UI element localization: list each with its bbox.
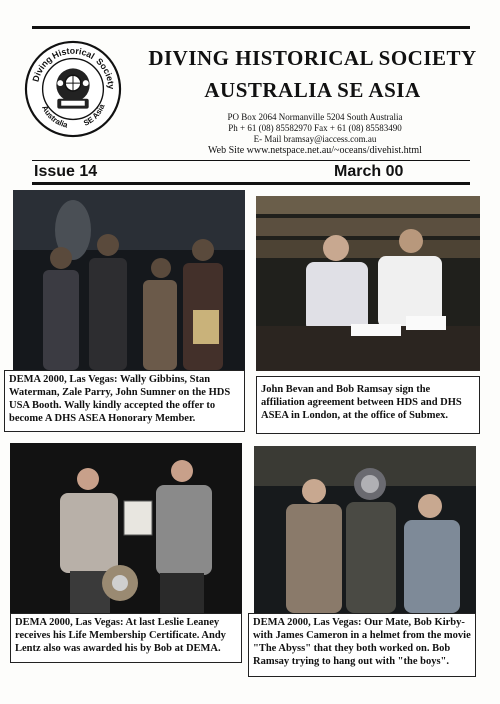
society-title-line1: DIVING HISTORICAL SOCIETY [148,46,477,70]
society-logo-seal [24,40,122,138]
caption-photo-1: DEMA 2000, Las Vegas: Wally Gibbins, Stan Waterman, Zale Parry, John Sumner on the HDS USA Booth. Wally kindly accepted the offer to become A DHS ASEA Honorary Member. [4,370,245,432]
logo-text-society: Society [94,56,117,90]
logo-text-australia: Australia [40,104,69,130]
logo-text-seasia: SE Asia [82,102,107,128]
issue-top-rule [32,160,470,161]
caption-photo-3: DEMA 2000, Las Vegas: At last Leslie Leaney receives his Life Membership Certificate. Andy Lentz also was awarded his by Bob at DEMA. [10,613,242,663]
issue-number: Issue 14 [34,163,98,180]
logo-text-top: Diving [30,53,54,83]
issue-bottom-rule [32,182,470,185]
photo-affiliation-signing [256,196,480,371]
contact-website: Web Site www.netspace.net.au/~oceans/divehist.html [208,145,422,156]
caption-photo-4: DEMA 2000, Las Vegas: Our Mate, Bob Kirby-with James Cameron in a helmet from the movie "The Abyss" that they both worked on. Bob Ramsay trying to hang out with "the boys". [248,613,476,677]
contact-address: PO Box 2064 Normanville 5204 South Australia [227,112,403,122]
contact-email: E- Mail bramsay@iaccess.com.au [253,134,377,144]
issue-date: March 00 [334,163,404,180]
diving-helmet-icon [56,68,89,108]
logo-text-historical: Historical [50,45,97,62]
photo-abyss-helmet [254,446,476,613]
photo-life-membership [10,443,242,613]
photo-dema-hds-booth [13,190,245,370]
caption-photo-2: John Bevan and Bob Ramsay sign the affiliation agreement between HDS and DHS ASEA in London, at the office of Submex. [256,376,480,434]
contact-phone: Ph + 61 (08) 85582970 Fax + 61 (08) 85583490 [228,123,402,133]
top-rule [32,26,470,29]
society-title-line2: AUSTRALIA SE ASIA [204,78,421,102]
